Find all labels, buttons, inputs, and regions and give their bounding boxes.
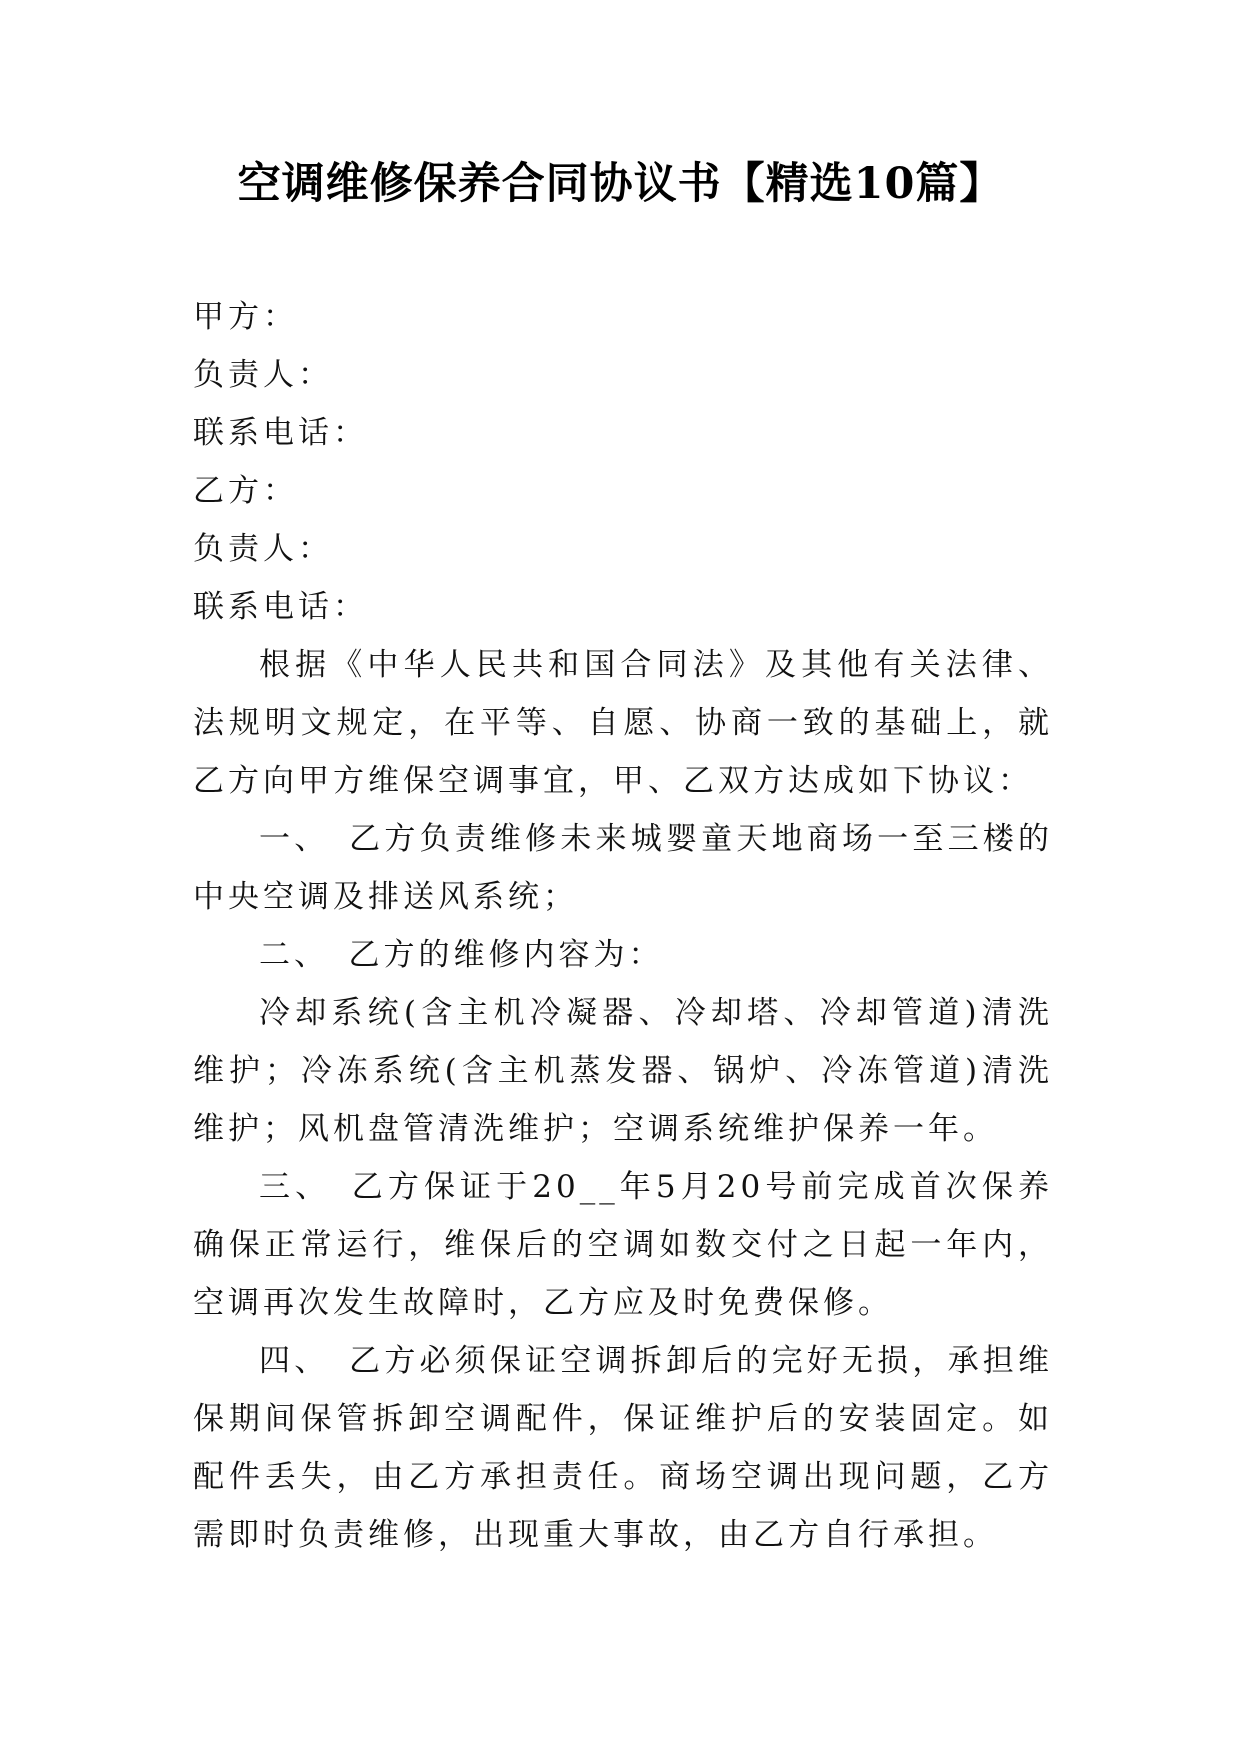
clause-3: 三、 乙方保证于20__年5月20号前完成首次保养确保正常运行，维保后的空调如数交付之日起一年内，空调再次发生故障时，乙方应及时免费保修。 — [193, 1169, 1053, 1321]
party-b-name-label: 乙方： — [193, 473, 298, 509]
party-b-contact-person-label: 负责人： — [193, 531, 333, 567]
clause-2: 二、 乙方的维修内容为： — [259, 937, 664, 973]
party-a-phone-label: 联系电话： — [193, 415, 368, 451]
party-b-phone-label: 联系电话： — [193, 589, 368, 625]
document-body — [193, 288, 1053, 1564]
document-title: 空调维修保养合同协议书【精选10篇】 — [237, 159, 1004, 209]
clause-2-details: 冷却系统(含主机冷凝器、冷却塔、冷却管道)清洗维护；冷冻系统(含主机蒸发器、锅炉、冷冻管道)清洗维护；风机盘管清洗维护；空调系统维护保养一年。 — [193, 995, 1053, 1147]
party-a-name-label: 甲方： — [193, 299, 298, 335]
clause-1: 一、 乙方负责维修未来城婴童天地商场一至三楼的中央空调及排送风系统； — [193, 821, 1053, 915]
clause-4: 四、 乙方必须保证空调拆卸后的完好无损，承担维保期间保管拆卸空调配件，保证维护后的安装固定。如配件丢失，由乙方承担责任。商场空调出现问题，乙方需即时负责维修，出现重大事故，由乙方自行承担。 — [193, 1343, 1053, 1553]
party-a-contact-person-label: 负责人： — [193, 357, 333, 393]
preamble-paragraph: 根据《中华人民共和国合同法》及其他有关法律、法规明文规定，在平等、自愿、协商一致的基础上，就乙方向甲方维保空调事宜，甲、乙双方达成如下协议： — [193, 647, 1053, 799]
